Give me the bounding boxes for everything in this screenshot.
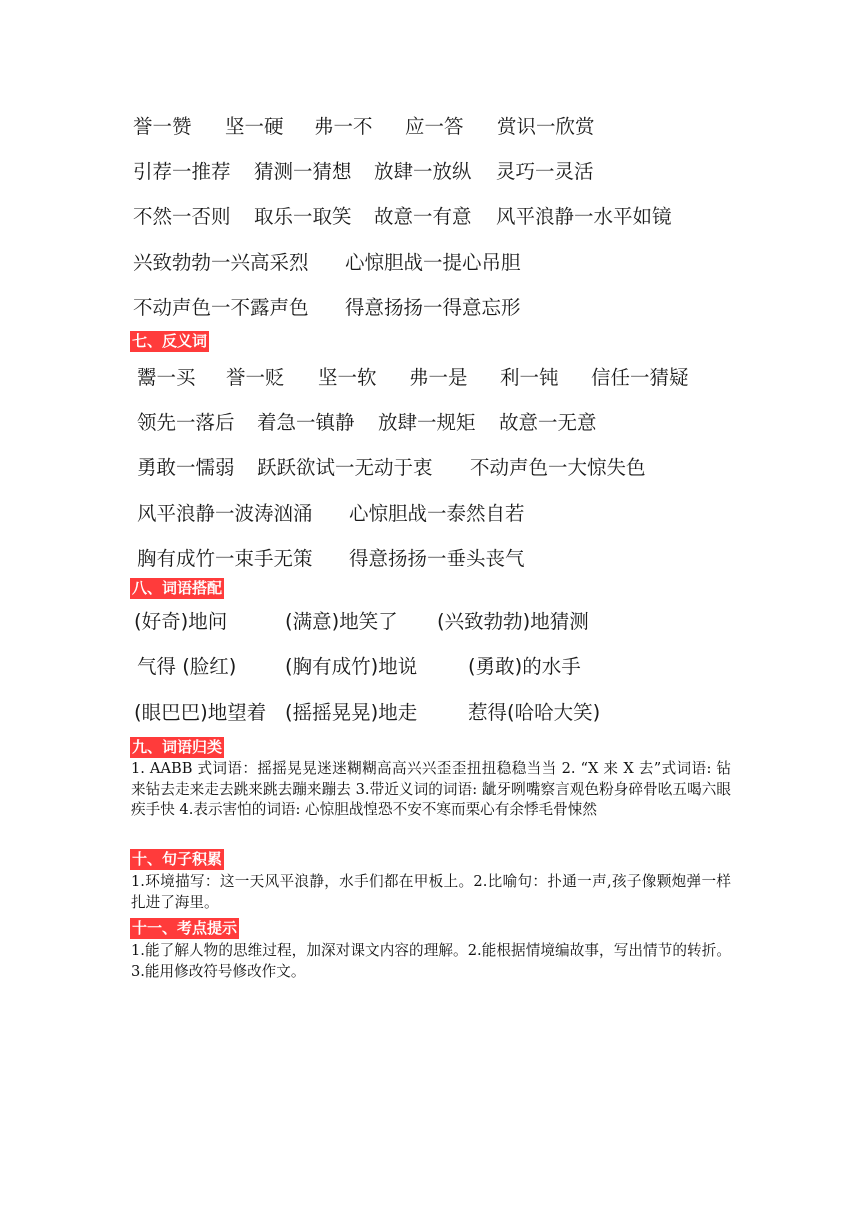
word-pair: 风平浪静一波涛汹涌 [137,502,313,525]
word-pair: 灵巧一灵活 [496,160,594,183]
collocation-item: 气得 (脸红) [137,655,237,678]
collocation-item: (兴致勃勃)地猜测 [437,610,589,633]
word-pair: 放肆一规矩 [378,411,476,434]
word-pair: 风平浪静一水平如镜 [496,205,672,228]
collocation-item: (眼巴巴)地望着 [134,701,267,724]
word-pair: 着急一镇静 [257,411,355,434]
collocation-item: (勇敢)的水手 [468,655,581,678]
word-pair: 誉一贬 [226,366,285,389]
word-pair: 弗一不 [314,115,373,138]
word-pair: 跃跃欲试一无动于衷 [257,456,433,479]
word-pair: 赏识一欣赏 [497,115,595,138]
collocation-item: (满意)地笑了 [285,610,398,633]
word-pair: 胸有成竹一束手无策 [137,547,313,570]
word-pair: 猜测一猜想 [254,160,352,183]
collocation-item: (胸有成竹)地说 [285,655,418,678]
word-pair: 不动声色一大惊失色 [470,456,646,479]
word-pair: 不然一否则 [133,205,231,228]
section-heading-sentences: 十、句子积累 [132,850,223,868]
classification-paragraph: 1. AABB 式词语：摇摇晃晃迷迷糊糊高高兴兴歪歪扭扭稳稳当当 2. “X 来 X 去”式词语: 钻来钻去走来走去跳来跳去蹦来蹦去 3.带近义词的词语: 龇牙咧嘴察言观色粉身碎骨吆五喝六眼疾手快 4.表示害怕的词语: 心惊胆战惶恐不安不寒而栗心有余悸毛骨悚然 [131,760,731,818]
word-pair: 弗一是 [409,366,468,389]
word-pair: 信任一猜疑 [591,366,689,389]
word-pair: 得意扬扬一垂头丧气 [349,547,525,570]
exam-paragraph: 1.能了解人物的思维过程，加深对课文内容的理解。2.能根据情境编故事，写出情节的转折。3.能用修改符号修改作文。 [131,942,731,980]
word-pair: 故意一有意 [374,205,472,228]
word-pair: 应一答 [405,115,464,138]
word-pair: 勇敢一懦弱 [137,456,235,479]
collocation-item: (摇摇晃晃)地走 [285,701,418,724]
word-pair: 取乐一取笑 [254,205,352,228]
word-pair: 故意一无意 [499,411,597,434]
word-pair: 誉一赞 [133,115,192,138]
word-pair: 放肆一放纵 [374,160,472,183]
collocation-item: (好奇)地问 [134,610,228,633]
word-pair: 不动声色一不露声色 [133,296,309,319]
word-pair: 坚一软 [318,366,377,389]
section-heading-collocation: 八、词语搭配 [132,579,223,597]
word-pair: 坚一硬 [225,115,284,138]
section-heading-classification: 九、词语归类 [132,738,223,756]
word-pair: 心惊胆战一提心吊胆 [345,251,521,274]
word-pair: 引荐一推荐 [133,160,231,183]
word-pair: 心惊胆战一泰然自若 [349,502,525,525]
collocation-item: 惹得(哈哈大笑) [468,701,601,724]
section-heading-antonyms: 七、反义词 [132,332,208,350]
word-pair: 得意扬扬一得意忘形 [345,296,521,319]
word-pair: 兴致勃勃一兴高采烈 [133,251,309,274]
word-pair: 鬻一买 [137,366,196,389]
word-pair: 领先一落后 [137,411,235,434]
sentences-paragraph: 1.环境描写：这一天风平浪静，水手们都在甲板上。2.比喻句：扑通一声,孩子像颗炮弹一样扎进了海里。 [131,873,731,911]
section-heading-exam: 十一、考点提示 [132,919,238,937]
word-pair: 利一钝 [500,366,559,389]
